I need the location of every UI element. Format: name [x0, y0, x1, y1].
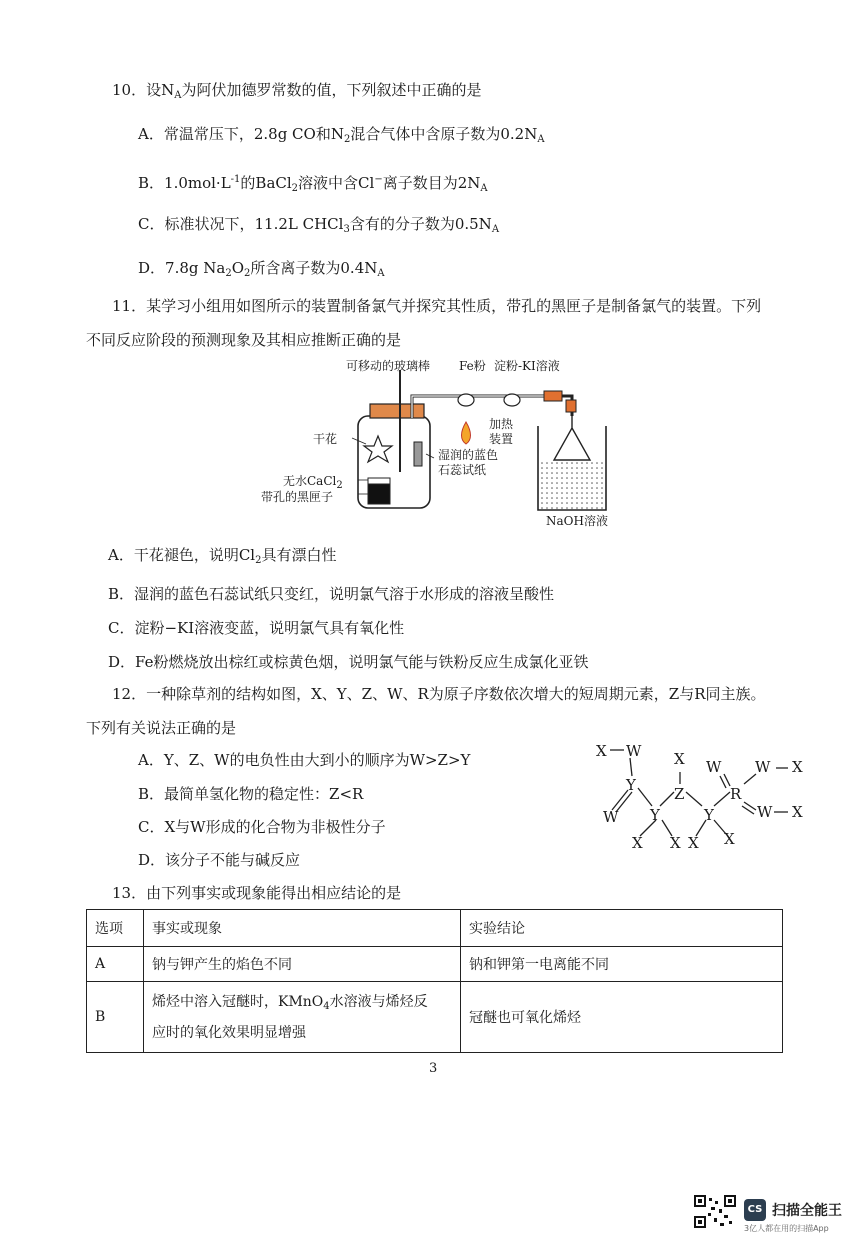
atom-x-1: X [596, 742, 607, 760]
q11-option-b: B．湿润的蓝色石蕊试纸只变红，说明氯气溶于水形成的溶液呈酸性 [108, 585, 555, 603]
flame [462, 422, 471, 444]
q13-stem: 13．由下列事实或现象能得出相应结论的是 [112, 884, 402, 902]
atom-x-7: X [688, 834, 699, 852]
label-black-box: 带孔的黑匣子 [261, 490, 334, 504]
q11-option-d: D．Fe粉燃烧放出棕红或棕黄色烟，说明氯气能与铁粉反应生成氯化亚铁 [108, 653, 589, 671]
q10-option-a: A．常温常压下，2.8g CO和$N_2$混合气体中含原子数为$0.2N_A$ [138, 125, 545, 145]
atom-x-6: X [670, 834, 681, 852]
q10-option-d: D．7.8g $Na_2O_2$所含离子数为$0.4N_A$ [138, 259, 385, 279]
atom-w-1: W [626, 742, 642, 760]
q10-option-b: B．$1.0mol\cdot L^{-1}$的BaCl$_2$溶液中含Cl−离子数目为$2N_A$ [138, 174, 488, 194]
atom-y-1: Y [626, 776, 636, 794]
q11-stem-line2: 不同反应阶段的预测现象及其相应推断正确的是 [86, 331, 402, 349]
q12-option-b: B．最简单氢化物的稳定性：Z<R [138, 785, 364, 803]
cacl2-layer [368, 478, 390, 484]
gas-outlet-tube [412, 396, 560, 418]
row-b-conclusion: 冠醚也可氧化烯烃 [461, 982, 783, 1053]
q11-option-a: A．干花褪色，说明$Cl_2$具有漂白性 [108, 546, 337, 566]
row-b-fact: 烯烃中溶入冠醚时，KMnO$_4$水溶液与烯烃反 应时的氧化效果明显增强 [144, 982, 461, 1053]
q13-table [86, 909, 783, 1053]
litmus-paper [414, 442, 422, 466]
header-option: 选项 [87, 910, 144, 947]
row-b-option: B [87, 982, 144, 1053]
atom-r: R [730, 785, 742, 803]
q12-option-c: C．X与W形成的化合物为非极性分子 [138, 818, 386, 836]
row-a-conclusion: 钠和钾第一电离能不同 [461, 947, 783, 982]
apparatus-diagram [300, 356, 630, 532]
label-litmus-1: 湿润的蓝色 [438, 448, 499, 462]
atom-z: Z [674, 785, 685, 803]
atom-w-4: W [603, 808, 619, 826]
label-naoh: NaOH溶液 [546, 514, 608, 528]
fe-bulb [458, 394, 474, 406]
label-litmus-2: 石蕊试纸 [438, 463, 487, 477]
atom-x-2: X [674, 750, 685, 768]
header-conclusion: 实验结论 [461, 910, 783, 947]
q12-option-d: D．该分子不能与碱反应 [138, 851, 301, 869]
label-cacl2: 无水CaCl$_2$ [283, 474, 343, 491]
atom-y-2: Y [650, 806, 660, 824]
bottle-stopper [370, 404, 424, 418]
q12-stem-line2: 下列有关说法正确的是 [86, 719, 237, 737]
label-glass-rod: 可移动的玻璃棒 [346, 359, 431, 373]
atom-x-8: X [724, 830, 735, 848]
table-row [87, 947, 783, 982]
row-a-fact: 钠与钾产生的焰色不同 [144, 947, 461, 982]
scanner-logo: CS [744, 1199, 766, 1221]
qr-code [694, 1195, 736, 1228]
naoh-solution [539, 460, 605, 509]
label-heating-1: 加热 [489, 417, 514, 431]
atom-w-3: W [755, 758, 771, 776]
rubber-connector [544, 391, 562, 401]
inverted-funnel [554, 416, 590, 460]
starch-ki-bulb [504, 394, 520, 406]
label-fe-powder: Fe粉 [459, 359, 486, 373]
page-number: 3 [429, 1061, 438, 1076]
scanner-tagline: 3亿人都在用的扫描App [744, 1224, 829, 1233]
atom-w-5: W [757, 803, 773, 821]
q12-stem-line1: 12．一种除草剂的结构如图，X、Y、Z、W、R为原子序数依次增大的短周期元素，Z与R同主族。 [112, 685, 766, 703]
row-a-option: A [87, 947, 144, 982]
table-header-row [87, 910, 783, 947]
atom-w-2: W [706, 758, 722, 776]
q12-option-a: A．Y、Z、W的电负性由大到小的顺序为W>Z>Y [138, 751, 471, 769]
table-row [87, 982, 783, 1053]
header-fact: 事实或现象 [144, 910, 461, 947]
atom-x-3: X [792, 758, 803, 776]
molecule-bonds [590, 740, 820, 855]
label-heating-2: 装置 [489, 432, 514, 446]
label-starch-ki: 淀粉-KI溶液 [494, 359, 560, 373]
atom-y-3: Y [704, 806, 714, 824]
scanner-brand-name: 扫描全能王 [772, 1203, 842, 1219]
q10-stem: 10．设$N_A$为阿伏加德罗常数的值，下列叙述中正确的是 [112, 81, 482, 101]
black-box [368, 484, 390, 504]
label-dry-flower: 干花 [313, 432, 338, 446]
q11-option-c: C．淀粉−KI溶液变蓝，说明氯气具有氧化性 [108, 619, 405, 637]
atom-x-4: X [792, 803, 803, 821]
q11-stem-line1: 11．某学习小组用如图所示的装置制备氯气并探究其性质，带孔的黑匣子是制备氯气的装置。下列 [112, 297, 762, 315]
q10-option-c: C．标准状况下，11.2L CHCl$_3$含有的分子数为$0.5N_A$ [138, 215, 500, 235]
atom-x-5: X [632, 834, 643, 852]
